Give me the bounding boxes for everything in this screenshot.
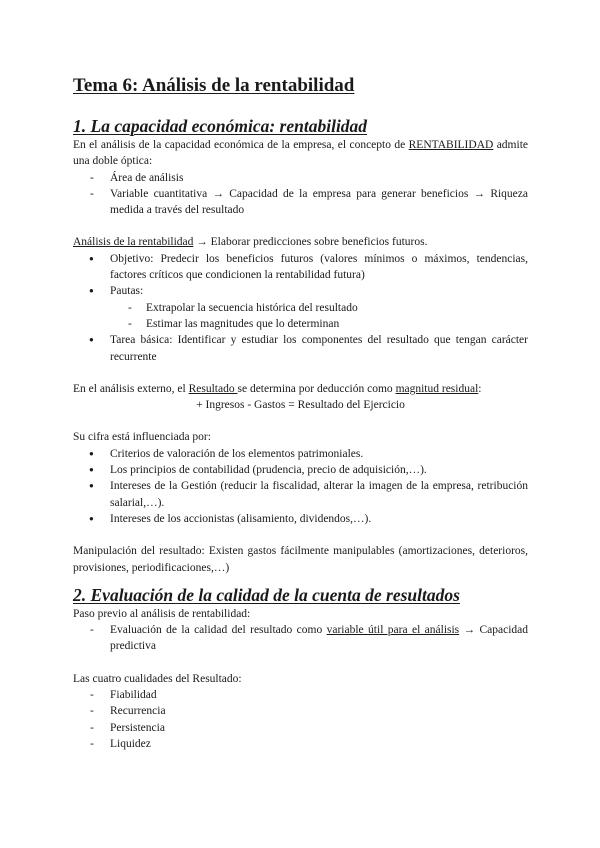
list-item: - Recurrencia (73, 703, 528, 719)
guidelines-list (73, 300, 528, 333)
optics-list (73, 170, 528, 219)
list-item: - Liquidez (73, 736, 528, 752)
list-item: - Variable cuantitativa → Capacidad de la empresa para generar beneficios → Riqueza medida a través del resultado (73, 186, 528, 219)
list-item: - Estimar las magnitudes que lo determinan (73, 316, 528, 332)
document-title: Tema 6: Análisis de la rentabilidad (73, 75, 355, 96)
qualities-label: Las cuatro cualidades del Resultado: (73, 672, 242, 685)
list-item: - Fiabilidad (73, 687, 528, 703)
analysis-term: Análisis de la rentabilidad (73, 236, 194, 249)
list-item: - Extrapolar la secuencia histórica del resultado (73, 300, 528, 316)
list-item: - Evaluación de la calidad del resultado como variable útil para el análisis → Capacidad predictiva (73, 622, 528, 655)
list-item: ● Objetivo: Predecir los beneficios futuros (valores mínimos o máximos, tendencias, factores críticos que condicionen la rentabilidad futura) (73, 251, 528, 284)
result-formula: + Ingresos - Gastos = Resultado del Ejercicio (196, 399, 405, 412)
analysis-line: Análisis de la rentabilidad → Elaborar predicciones sobre beneficios futuros. (73, 236, 428, 249)
influence-list (73, 446, 528, 527)
list-item: ● Los principios de contabilidad (prudencia, precio de adquisición,…). (73, 462, 528, 478)
analysis-list (73, 251, 528, 300)
list-item: ● Criterios de valoración de los elementos patrimoniales. (73, 446, 528, 462)
step-list (73, 622, 528, 655)
section-2-heading: 2. Evaluación de la calidad de la cuenta de resultados (73, 584, 460, 605)
list-item: ● Pautas: (73, 283, 528, 299)
rentabilidad-term: RENTABILIDAD (408, 139, 494, 151)
external-analysis-line: En el análisis externo, el Resultado se determina por deducción como magnitud residual: (73, 382, 482, 395)
list-item: - Persistencia (73, 720, 528, 736)
basic-task-list (73, 332, 528, 365)
document-page (73, 74, 528, 752)
list-item: ● Tarea básica: Identificar y estudiar los componentes del resultado que tengan carácter recurrente (73, 332, 528, 365)
manipulation-paragraph: Manipulación del resultado: Existen gastos fácilmente manipulables (amortizaciones, deterioros, provisiones, periodificaciones,…) (73, 545, 528, 574)
list-item: - Área de análisis (73, 170, 528, 186)
influence-label: Su cifra está influenciada por: (73, 431, 211, 444)
qualities-list (73, 687, 528, 752)
list-item: ● Intereses de la Gestión (reducir la fiscalidad, alterar la imagen de la empresa, retribución salarial,…). (73, 478, 528, 511)
intro-paragraph: En el análisis de la capacidad económica de la empresa, el concepto de RENTABILIDAD admite una doble óptica: (73, 139, 529, 168)
list-item: ● Intereses de los accionistas (alisamiento, dividendos,…). (73, 511, 528, 527)
section-1-heading: 1. La capacidad económica: rentabilidad (73, 116, 368, 136)
step-label: Paso previo al análisis de rentabilidad: (73, 607, 251, 620)
